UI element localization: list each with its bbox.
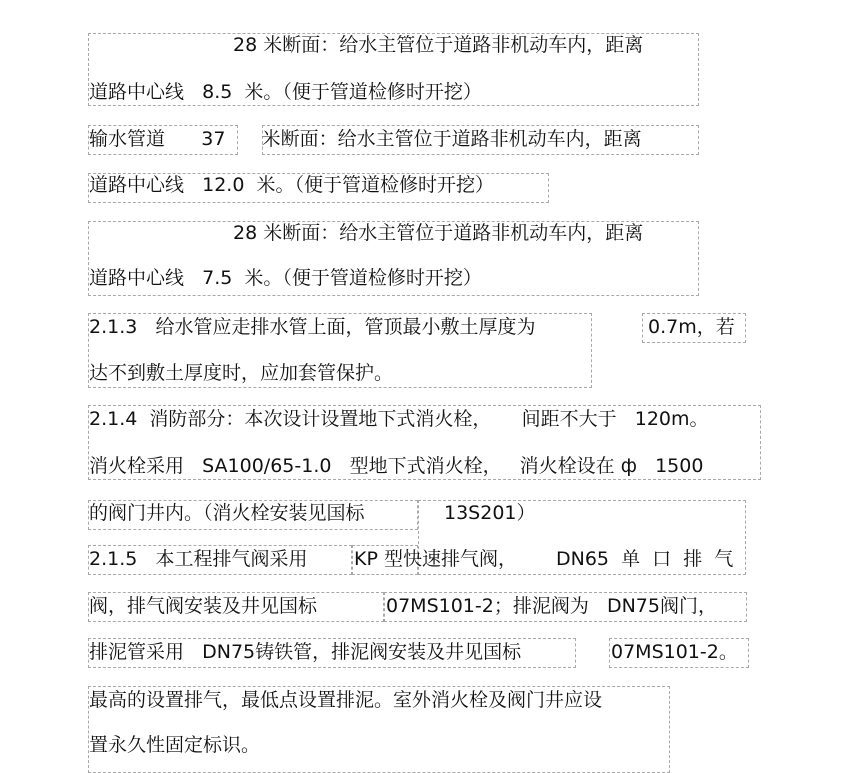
paragraph-line: 排泥管采用 DN75铸铁管，排泥阀安装及井见国标 [89,641,522,663]
paragraph-line: 阀，排气阀安装及井见国标 [89,595,318,617]
paragraph-line: 07MS101-2。 [611,641,738,663]
paragraph-line: 输水管道 37 米断面：给水主管位于道路非机动车内，距离 [89,128,642,150]
paragraph-line: 最高的设置排气，最低点设置排泥。室外消火栓及阀门井应设 [89,689,603,711]
paragraph-line: 13S201） [444,502,536,524]
paragraph-line: 28 米断面：给水主管位于道路非机动车内，距离 [233,222,644,244]
paragraph-line: DN65 单 口 排 气 [556,548,734,570]
paragraph-line: 达不到敷土厚度时，应加套管保护。 [89,362,394,384]
paragraph-line: KP 型快速排气阀， [354,548,517,570]
paragraph-line: 的阀门井内。（消火栓安装见国标 [89,502,365,524]
paragraph-line: 07MS101-2；排泥阀为 DN75阀门， [386,595,717,617]
paragraph-line: 道路中心线 12.0 米。（便于管道检修时开挖） [89,174,495,196]
paragraph-line: 0.7m，若 [648,316,735,338]
paragraph-line: 置永久性固定标识。 [89,734,261,756]
paragraph-line: 28 米断面：给水主管位于道路非机动车内，距离 [233,34,644,56]
paragraph-line: 消火栓采用 SA100/65-1.0 型地下式消火栓， 消火栓设在 ф 1500 [89,455,704,477]
paragraph-line: 2.1.4 消防部分：本次设计设置地下式消火栓， 间距不大于 120m。 [89,408,709,430]
paragraph-line: 2.1.3 给水管应走排水管上面，管顶最小敷土厚度为 [89,316,536,338]
paragraph-line: 2.1.5 本工程排气阀采用 [89,548,308,570]
paragraph-line: 道路中心线 8.5 米。（便于管道检修时开挖） [89,81,482,103]
paragraph-line: 道路中心线 7.5 米。（便于管道检修时开挖） [89,267,482,289]
